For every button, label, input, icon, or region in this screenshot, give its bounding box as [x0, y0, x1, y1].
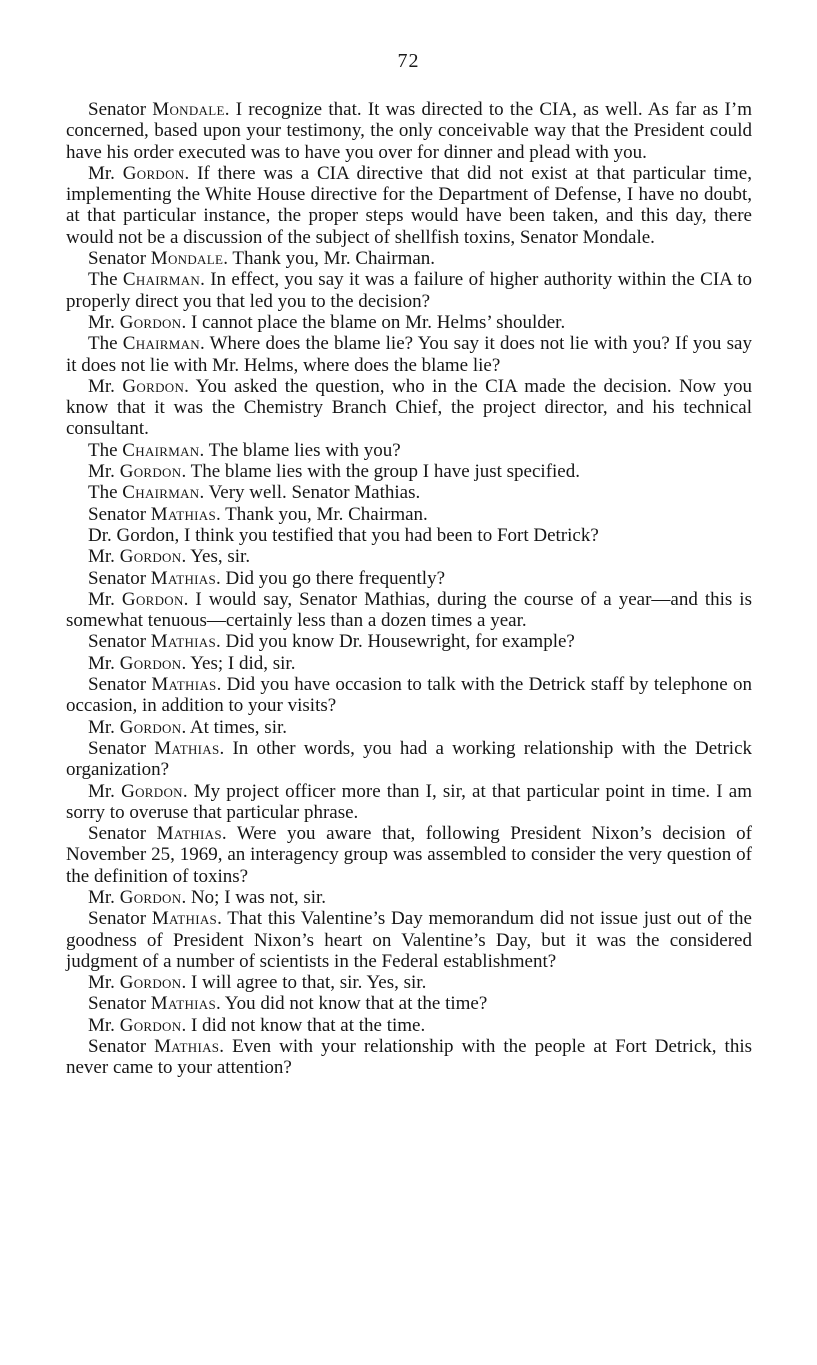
- transcript-paragraph: Mr. Gordon. I will agree to that, sir. Yes, sir.: [88, 972, 427, 994]
- speaker-name: Senator Mondale.: [88, 248, 228, 270]
- transcript: [66, 99, 752, 1079]
- transcript-paragraph: Senator Mathias. Even with your relationship with the people at Fort Detrick, this never came to your attention?: [66, 1036, 752, 1079]
- transcript-paragraph: Mr. Gordon. At times, sir.: [88, 716, 288, 738]
- transcript-paragraph: The Chairman. Where does the blame lie? You say it does not lie with you? If you say it does not lie with Mr. Helms, where does the blame lie?: [66, 333, 752, 376]
- transcript-paragraph: The Chairman. In effect, you say it was a failure of higher authority within the CIA to properly direct you that led you to the decision?: [66, 269, 752, 312]
- transcript-paragraph: Senator Mathias. You did not know that at the time?: [88, 993, 488, 1015]
- speaker-name: Senator Mathias.: [88, 908, 222, 930]
- speaker-name: Senator Mondale.: [88, 99, 230, 120]
- speaker-name: Mr. Gordon.: [88, 546, 187, 568]
- speaker-name: Mr. Gordon.: [88, 1014, 187, 1036]
- transcript-paragraph: Senator Mondale. Thank you, Mr. Chairman.: [88, 248, 436, 270]
- speaker-name: The Chairman.: [88, 269, 205, 291]
- speaker-name: Mr. Gordon.: [88, 162, 190, 184]
- transcript-paragraph: Mr. Gordon. You asked the question, who in the CIA made the decision. Now you know that it was the Chemistry Branch Chief, the project director, and his technical consultant.: [66, 375, 752, 440]
- speaker-name: Senator Mathias.: [88, 567, 221, 589]
- speaker-name: Mr. Gordon.: [88, 652, 187, 674]
- speaker-name: Senator Mathias.: [88, 993, 221, 1015]
- page-number: 72: [397, 50, 420, 72]
- speaker-name: The Chairman.: [88, 482, 205, 504]
- speaker-name: Senator Mathias.: [88, 823, 227, 845]
- speaker-name: Mr. Gordon.: [88, 461, 187, 483]
- transcript-paragraph: Mr. Gordon. I would say, Senator Mathias, during the course of a year—and this is somewhat tenuous—certainly less than a dozen times a year.: [66, 588, 752, 632]
- transcript-paragraph: Mr. Gordon. I did not know that at the time.: [88, 1014, 426, 1036]
- transcript-paragraph: Senator Mathias. Were you aware that, following President Nixon’s decision of November 25, 1969, an interagency group was assembled to consider the very question of the definition of toxins?: [66, 823, 753, 887]
- speaker-name: Mr. Gordon.: [88, 780, 188, 802]
- transcript-paragraph: Senator Mondale. I recognize that. It was directed to the CIA, as well. As far as I’m concerned, based upon your testimony, the only conceivable way that the President could have his order executed was to have you over for dinner and plead with you.: [66, 99, 752, 163]
- speaker-name: Senator Mathias.: [88, 737, 225, 759]
- speaker-name: Mr. Gordon.: [88, 311, 187, 333]
- speaker-name: Mr. Gordon.: [88, 972, 187, 994]
- speaker-name: Mr. Gordon.: [88, 588, 189, 610]
- speaker-name: Senator Mathias.: [88, 631, 221, 653]
- transcript-paragraph: Mr. Gordon. If there was a CIA directive that did not exist at that particular time, implementing the White House directive for the Department of Defense, I have no doubt, at that particular instance, the proper steps would have been taken, and this day, there would not be a discussion of the subject of shellfish toxins, Senator Mondale.: [66, 162, 752, 248]
- transcript-paragraph: The Chairman. The blame lies with you?: [88, 439, 401, 461]
- speaker-name: Senator Mathias.: [88, 674, 222, 696]
- speaker-name: Senator Mathias.: [88, 503, 221, 525]
- speaker-name: Mr. Gordon.: [88, 886, 187, 908]
- transcript-paragraph: Senator Mathias. Thank you, Mr. Chairman.: [88, 503, 428, 525]
- transcript-paragraph: Mr. Gordon. I cannot place the blame on Mr. Helms’ shoulder.: [88, 311, 566, 333]
- speaker-name: Mr. Gordon.: [88, 375, 189, 397]
- transcript-paragraph: Senator Mathias. That this Valentine’s Day memorandum did not issue just out of the goodness of President Nixon’s heart on Valentine’s Day, but it was the considered judgment of a number of scientists in the Federal establishment?: [66, 908, 752, 972]
- speaker-name: The Chairman.: [88, 439, 205, 461]
- speaker-name: Mr. Gordon.: [88, 716, 187, 738]
- transcript-paragraph: Dr. Gordon, I think you testified that you had been to Fort Detrick?: [88, 524, 599, 546]
- speaker-name: Senator Mathias.: [88, 1036, 225, 1058]
- transcript-paragraph: Mr. Gordon. My project officer more than I, sir, at that particular point in time. I am sorry to overuse that particular phrase.: [66, 780, 752, 823]
- transcript-paragraph: Senator Mathias. Did you go there frequently?: [88, 567, 445, 589]
- transcript-paragraph: Mr. Gordon. Yes; I did, sir.: [88, 652, 296, 674]
- transcript-paragraph: Mr. Gordon. No; I was not, sir.: [88, 886, 327, 908]
- transcript-paragraph: Senator Mathias. Did you have occasion to talk with the Detrick staff by telephone on occasion, in addition to your visits?: [66, 674, 752, 717]
- transcript-paragraph: The Chairman. Very well. Senator Mathias.: [88, 482, 421, 504]
- transcript-paragraph: Senator Mathias. In other words, you had a working relationship with the Detrick organization?: [66, 737, 753, 781]
- transcript-paragraph: Senator Mathias. Did you know Dr. Housewright, for example?: [88, 631, 575, 653]
- speaker-name: The Chairman.: [88, 333, 205, 355]
- transcript-paragraph: Mr. Gordon. The blame lies with the group I have just specified.: [88, 461, 580, 483]
- transcript-paragraph: Mr. Gordon. Yes, sir.: [88, 546, 251, 568]
